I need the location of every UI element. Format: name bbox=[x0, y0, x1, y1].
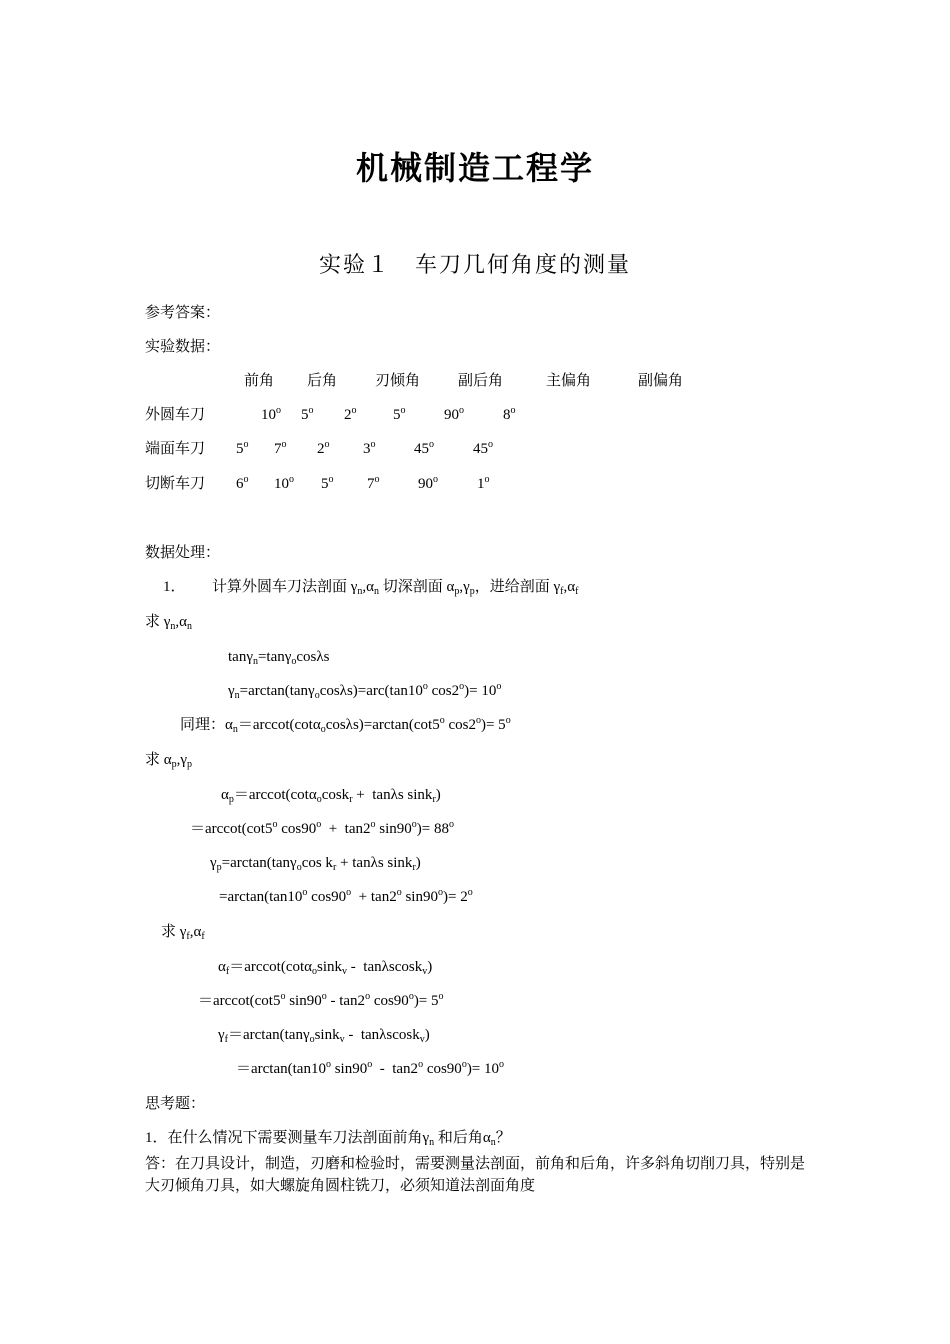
table-cell: 10$^o$ bbox=[274, 474, 294, 492]
table-cell: 10$^o$ bbox=[261, 405, 281, 423]
answer-1: 答：在刀具设计，制造，刃磨和检验时，需要测量法剖面，前角和后角，许多斜角切削刀具，特别是大刃倾角刀具，如大螺旋角圆柱铣刀，必须知道法剖面角度 bbox=[145, 1156, 806, 1194]
header-rake-angle: 前角 bbox=[244, 373, 275, 389]
item1-text: 计算外圆车刀法剖面 $\gamma_n,\alpha_n$ 切深剖面 $\alpha_p,\gamma_p$，进给剖面 $\gamma_f,\alpha_f$ bbox=[212, 579, 579, 597]
table-cell: 45$^o$ bbox=[414, 439, 434, 457]
header-minor-cutting-edge: 副偏角 bbox=[638, 373, 684, 389]
table-cell: 5$^o$ bbox=[393, 405, 406, 423]
ask-back-plane: 求 $\alpha_p,\gamma_p$ bbox=[145, 752, 192, 770]
header-minor-clearance: 副后角 bbox=[458, 373, 504, 389]
table-cell: 2$^o$ bbox=[317, 439, 330, 457]
table-cell: 45$^o$ bbox=[473, 439, 493, 457]
experiment-title: 实验１ 车刀几何角度的测量 bbox=[318, 252, 631, 277]
table-cell: 90$^o$ bbox=[418, 474, 438, 492]
table-cell: 5$^o$ bbox=[236, 439, 249, 457]
table-cell: 7$^o$ bbox=[274, 439, 287, 457]
formula-5: $=arccot(\cot 5^o$ cos90$^o$ + tan2$^o$ $\sin 90^o)= 88^o$ bbox=[190, 819, 454, 837]
table-cell: 8$^o$ bbox=[503, 405, 516, 423]
item1-number: 1． bbox=[163, 579, 186, 595]
row-label: 切断车刀 bbox=[145, 476, 206, 492]
formula-11: $=\arctan(\tan 10^o$ sin90$^o$ - tan2$^o$ $\cos 90^o)= 10^o$ bbox=[236, 1059, 505, 1077]
ask-feed-plane: 求 $\gamma_f,\alpha_f$ bbox=[161, 924, 205, 942]
question-1: 1．在什么情况下需要测量车刀法剖面前角$\gamma_n$ 和后角$\alpha_n$？ bbox=[145, 1130, 511, 1148]
formula-4: $\alpha_p=arccot(\cot\alpha_o\cos k_r + \tan\lambda s$ sink$_r$) bbox=[221, 787, 441, 805]
table-cell: 3$^o$ bbox=[363, 439, 376, 457]
data-processing-label: 数据处理： bbox=[145, 545, 221, 561]
document-title: 机械制造工程学 bbox=[355, 150, 594, 186]
header-clearance-angle: 后角 bbox=[307, 373, 338, 389]
formula-1: tanγ$_n$=tanγ$_o$cosλs bbox=[228, 649, 330, 667]
formula-3: 同理：$\alpha_n=arccot(\cot\alpha_o\cos\lambda s)=\arctan(\cot 5^o$ $\cos 2^o)= 5^o$ bbox=[180, 715, 511, 735]
row-label: 端面车刀 bbox=[145, 441, 206, 457]
formula-9: $=arccot(\cot 5^o$ sin90$^o$ - tan2$^o$ $\cos 90^o)= 5^o$ bbox=[198, 991, 444, 1009]
row-label: 外圆车刀 bbox=[145, 407, 206, 423]
table-cell: 7$^o$ bbox=[367, 474, 380, 492]
formula-7: $=\arctan(\tan 10^o$ $\cos 90^o + \tan 2^o$ $\sin 90^o)= 2^o$ bbox=[219, 887, 473, 905]
table-cell: 2$^o$ bbox=[344, 405, 357, 423]
experiment-data-label: 实验数据： bbox=[145, 339, 221, 355]
table-cell: 5$^o$ bbox=[301, 405, 314, 423]
questions-label: 思考题： bbox=[145, 1096, 206, 1112]
formula-10: $\gamma_f=\arctan(\tan\gamma_o\sin k_v - \tan\lambda scosk_v)$ bbox=[218, 1027, 430, 1045]
table-cell: 6$^o$ bbox=[236, 474, 249, 492]
table-cell: 5$^o$ bbox=[321, 474, 334, 492]
reference-answer-label: 参考答案： bbox=[145, 305, 221, 321]
header-major-cutting-edge: 主偏角 bbox=[546, 373, 592, 389]
formula-8: $\alpha_f=arccot(\cot\alpha_o\sin k_v - \tan\lambda scosk_v)$ bbox=[218, 959, 433, 977]
header-inclination-angle: 刃倾角 bbox=[375, 373, 421, 389]
formula-2: $\gamma_n=\arctan(\tan\gamma_o\cos\lambda s)=arc(\tan 10^o$ $\cos 2^o)= 10^o$ bbox=[228, 681, 502, 701]
ask-normal-plane: 求 $\gamma_n,\alpha_n$ bbox=[145, 614, 192, 632]
table-cell: 1$^o$ bbox=[477, 474, 490, 492]
table-cell: 90$^o$ bbox=[444, 405, 464, 423]
formula-6: $\gamma_p=\arctan(\tan\gamma_o\cos$ $k_r + \tan\lambda s$ sink$_r$) bbox=[210, 855, 421, 873]
